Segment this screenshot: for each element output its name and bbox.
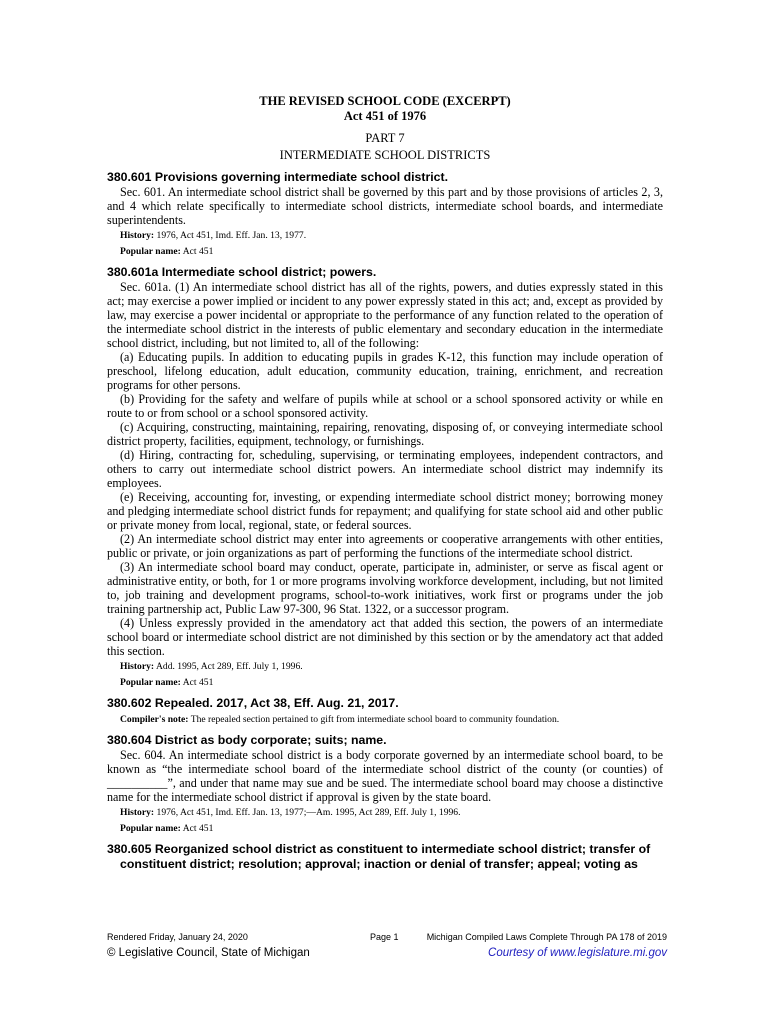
section-paragraph: (b) Providing for the safety and welfare of pupils while at school or a school sponsored activity or while en route to or from school or a school sponsored activity. xyxy=(107,392,663,420)
compiler-note-text: The repealed section pertained to gift from intermediate school board to community foundation. xyxy=(190,714,560,725)
section-paragraph: (a) Educating pupils. In addition to educating pupils in grades K-12, this function may include operation of preschool, lifelong education, adult education, community education, training, enrichment, and recreation programs for other persons. xyxy=(107,350,663,392)
rendered-date: Rendered Friday, January 24, 2020 xyxy=(107,932,248,942)
document-body xyxy=(107,94,663,872)
compiled-through: Michigan Compiled Laws Complete Through PA 178 of 2019 xyxy=(426,932,667,942)
section-paragraph: (c) Acquiring, constructing, maintaining, repairing, renovating, disposing of, or conveying intermediate school district property, facilities, equipment, technology, or furnishings. xyxy=(107,420,663,448)
section-heading: 380.601 Provisions governing intermediate school district. xyxy=(107,170,449,184)
popular-name-label: Popular name: xyxy=(120,677,181,688)
section-heading: 380.601a Intermediate school district; powers. xyxy=(107,265,377,279)
section-paragraph: Sec. 604. An intermediate school district is a body corporate governed by an intermediate school board, to be known as “the intermediate school board of the intermediate school district of the county (or counties) of __________”, and under that name may sue and be sued. The intermediate school board may choose a distinctive name for the intermediate school district if approval is given by the state board. xyxy=(107,748,663,804)
history-note xyxy=(107,230,663,242)
popular-name-label: Popular name: xyxy=(120,246,181,257)
section-paragraph: Sec. 601. An intermediate school district shall be governed by this part and by those provisions of articles 2, 3, and 4 which relate specifically to intermediate school districts, intermediate school boards, and intermediate superintendents. xyxy=(107,185,663,227)
section-paragraph: (3) An intermediate school board may conduct, operate, participate in, administer, or serve as fiscal agent or administrative entity, or both, for 1 or more programs involving workforce development, including, but not limited to, job training and development programs, school-to-work initiatives, work first or programs under the job training partnership act, Public Law 97-300, 96 Stat. 1322, or a successor program. xyxy=(107,560,663,616)
section-380-601a xyxy=(107,265,663,689)
section-paragraph: (d) Hiring, contracting for, scheduling, supervising, or terminating employees, independent contractors, and others to carry out intermediate school district powers. An intermediate school district may indemnify its employees. xyxy=(107,448,663,490)
popular-name-text: Act 451 xyxy=(182,246,214,257)
popular-name-text: Act 451 xyxy=(182,677,214,688)
history-label: History: xyxy=(120,661,155,672)
part-number: PART 7 xyxy=(365,131,405,145)
history-label: History: xyxy=(120,807,155,818)
compiler-note xyxy=(107,714,663,726)
section-380-604 xyxy=(107,733,663,835)
copyright-notice: © Legislative Council, State of Michigan xyxy=(107,947,310,959)
section-paragraph: Sec. 601a. (1) An intermediate school district has all of the rights, powers, and duties expressly stated in this act; may exercise a power implied or incident to any power expressly stated in this act; and, except as provided by law, may exercise a power incidental or appropriate to the performance of any function related to the operation of the intermediate school district in the interests of public elementary and secondary education in the intermediate school district, including, but not limited to, all of the following: xyxy=(107,280,663,350)
section-380-601 xyxy=(107,170,663,258)
history-text: 1976, Act 451, Imd. Eff. Jan. 13, 1977. xyxy=(156,230,307,241)
history-text: 1976, Act 451, Imd. Eff. Jan. 13, 1977;—Am. 1995, Act 289, Eff. July 1, 1996. xyxy=(156,807,461,818)
history-note xyxy=(107,807,663,819)
section-paragraph: (4) Unless expressly provided in the amendatory act that added this section, the powers of an intermediate school board or intermediate school district are not diminished by this section or by the amendatory act that added this section. xyxy=(107,616,663,658)
section-heading: 380.602 Repealed. 2017, Act 38, Eff. Aug. 21, 2017. xyxy=(107,696,399,710)
document-title: THE REVISED SCHOOL CODE (EXCERPT) xyxy=(259,94,511,108)
section-heading: 380.605 Reorganized school district as constituent to intermediate school district; transfer of constituent district; resolution; approval; inaction or denial of transfer; appeal; voting as xyxy=(107,842,651,871)
popular-name-text: Act 451 xyxy=(182,823,214,834)
popular-name-label: Popular name: xyxy=(120,823,181,834)
compiler-note-label: Compiler's note: xyxy=(120,714,189,725)
courtesy-link[interactable]: Courtesy of www.legislature.mi.gov xyxy=(488,947,667,959)
page-number: Page 1 xyxy=(370,932,399,942)
section-paragraph: (e) Receiving, accounting for, investing, or expending intermediate school district money; borrowing money and pledging intermediate school district funds for repayment; and qualifying for state school aid and other public or private money from local, regional, state, or federal sources. xyxy=(107,490,663,532)
part-name: INTERMEDIATE SCHOOL DISTRICTS xyxy=(279,148,491,162)
section-380-602 xyxy=(107,696,663,726)
popular-name-note xyxy=(107,823,663,835)
history-label: History: xyxy=(120,230,155,241)
act-title: Act 451 of 1976 xyxy=(343,109,427,123)
section-380-605 xyxy=(107,842,663,872)
popular-name-note xyxy=(107,677,663,689)
section-heading: 380.604 District as body corporate; suits; name. xyxy=(107,733,387,747)
history-note xyxy=(107,661,663,673)
popular-name-note xyxy=(107,246,663,258)
section-paragraph: (2) An intermediate school district may enter into agreements or cooperative arrangements with other entities, public or private, or join organizations as part of performing the functions of the intermediate school district. xyxy=(107,532,663,560)
history-text: Add. 1995, Act 289, Eff. July 1, 1996. xyxy=(155,661,303,672)
